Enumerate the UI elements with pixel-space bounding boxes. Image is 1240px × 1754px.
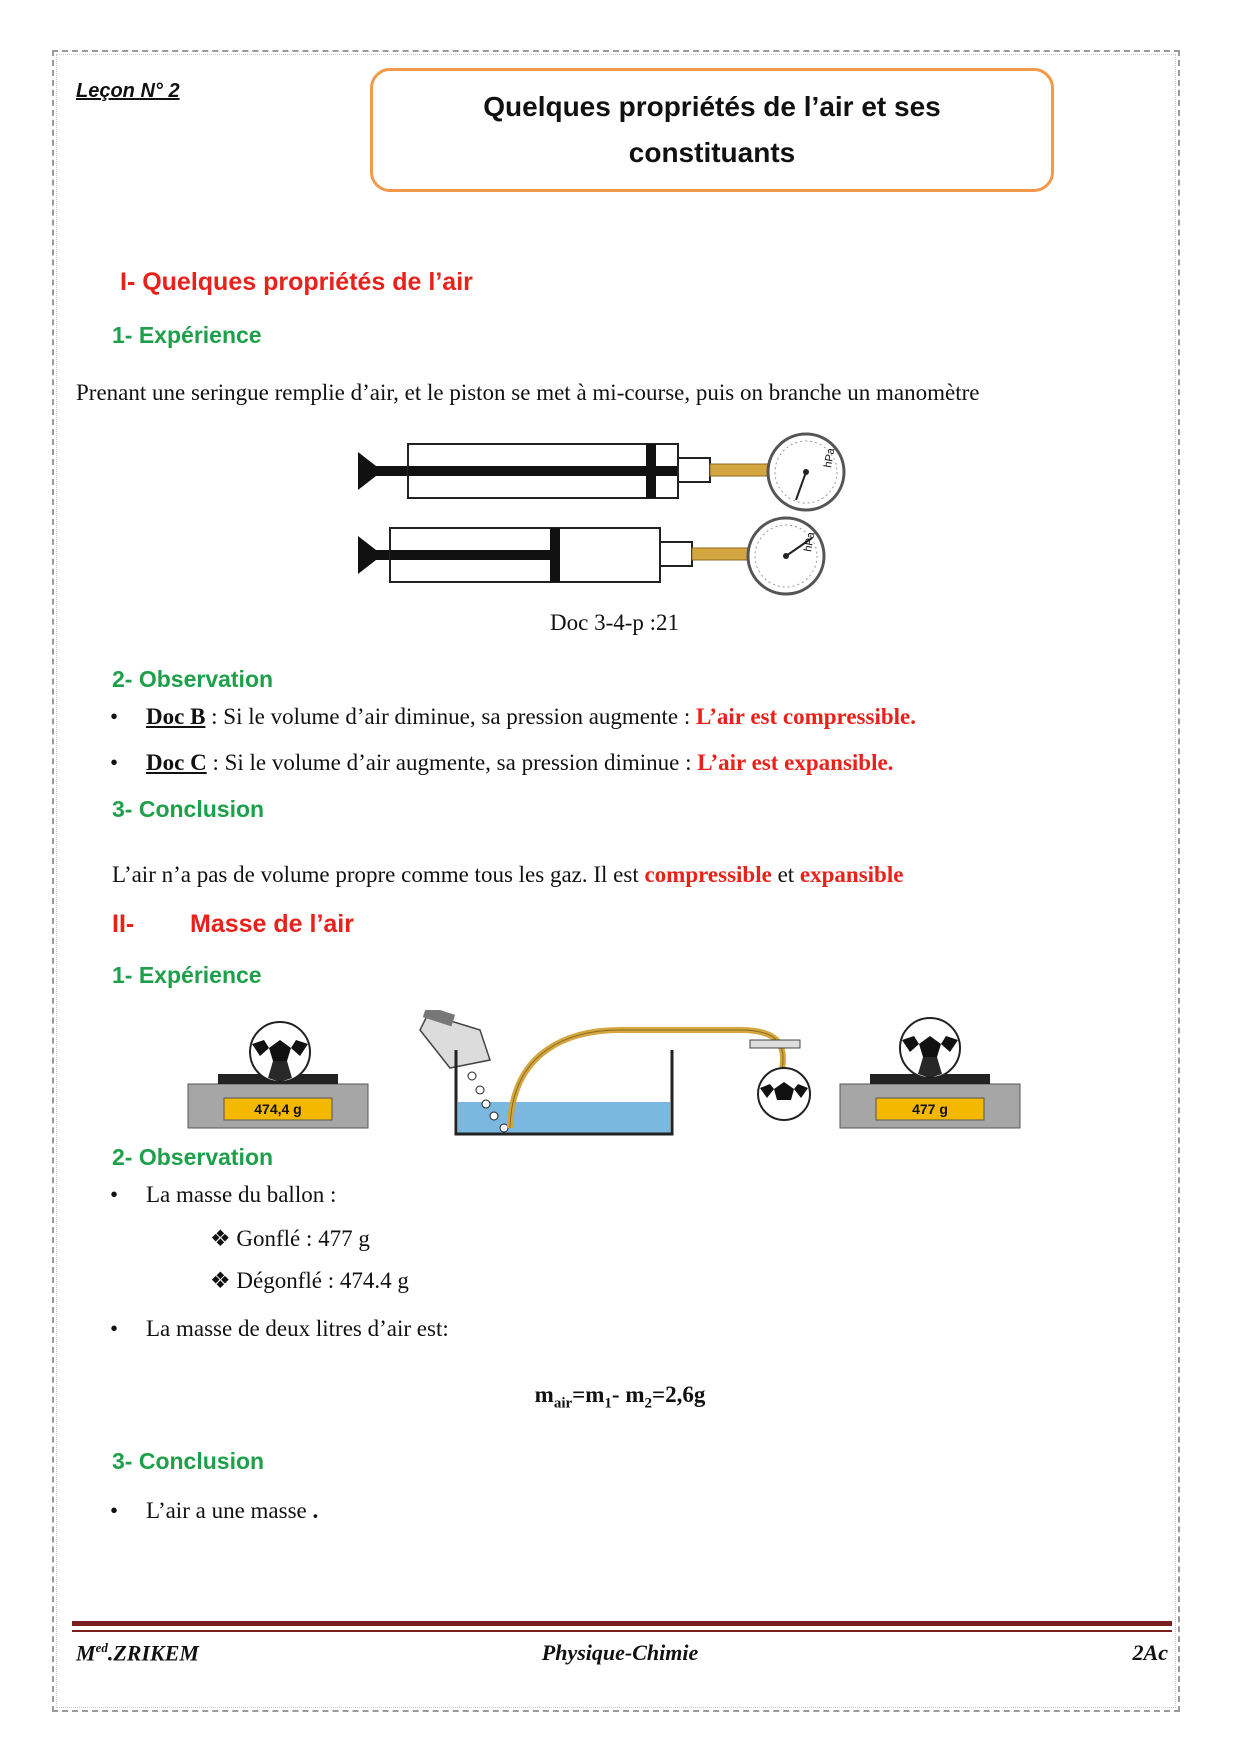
- scale2-reading: 477 g: [912, 1101, 948, 1117]
- footer-author: $M^{ed}.ZRIKEM$: [76, 1640, 199, 1666]
- water-displacement-setup: [420, 1010, 810, 1134]
- gauge-unit-c: hPa: [802, 531, 818, 553]
- mass-item-1: • La masse du ballon :: [110, 1182, 337, 1207]
- section2-heading: Masse de l’air: [190, 910, 354, 938]
- syringe-c: [358, 518, 824, 594]
- section2-conclusion-heading: 3- Conclusion: [112, 1448, 265, 1474]
- doc-b-label: Doc B: [146, 704, 206, 729]
- section1-experience-heading: 1- Expérience: [112, 322, 262, 348]
- section2-conclusion-item: • L’air a une masse .: [110, 1498, 319, 1523]
- doc-c-label: Doc C: [146, 750, 207, 775]
- scale1-reading: 474,4 g: [254, 1101, 302, 1117]
- mass-figure: [180, 1010, 1040, 1140]
- lesson-number: Leçon N° 2: [76, 80, 180, 102]
- section1-conclusion-heading: 3- Conclusion: [112, 796, 265, 822]
- observation-item-doc-b: • Doc B : Si le volume d’air diminue, sa pression augmente : L’air est compressible.: [110, 704, 916, 729]
- figure-caption: Doc 3-4-p :21: [550, 610, 680, 635]
- section2-experience-heading: 1- Expérience: [112, 962, 262, 988]
- section1-experience-text: Prenant une seringue remplie d’air, et le piston se met à mi-course, puis on branche un manomètre: [76, 380, 980, 405]
- section1-observation-heading: 2- Observation: [112, 666, 274, 692]
- gauge-unit-b: hPa: [822, 447, 838, 469]
- mass-formula: $m_{air}=m_1-$ $m_2=2,6g$: [534, 1382, 706, 1412]
- section2-observation-heading: 2- Observation: [112, 1144, 274, 1170]
- title-line-1: Quelques propriétés de l’air et ses: [483, 91, 941, 122]
- syringe-b: [358, 434, 844, 510]
- section2-heading-number: II-: [112, 910, 135, 938]
- result-expansible: L’air est expansible.: [697, 750, 894, 775]
- footer-line-thick: [72, 1621, 1172, 1626]
- mass-sub-deflated: ❖ Dégonflé : 474.4 g: [210, 1268, 409, 1293]
- section1-conclusion-text: L’air n’a pas de volume propre comme tous les gaz. Il est compressible et expansible: [112, 862, 904, 887]
- observation-item-doc-c: • Doc C : Si le volume d’air augmente, sa pression diminue : L’air est expansible.: [110, 750, 894, 775]
- title-line-2: constituants: [628, 137, 796, 168]
- result-compressible: L’air est compressible.: [696, 704, 916, 729]
- footer-level: 2Ac: [1132, 1640, 1168, 1665]
- mass-sub-inflated: ❖ Gonflé : 477 g: [210, 1226, 370, 1251]
- footer-subject: Physique-Chimie: [541, 1640, 699, 1665]
- footer-line-thin: [72, 1630, 1172, 1632]
- title-box: [370, 68, 1054, 192]
- mass-item-2: • La masse de deux litres d’air est:: [110, 1316, 449, 1341]
- section1-heading: I- Quelques propriétés de l’air: [120, 268, 473, 296]
